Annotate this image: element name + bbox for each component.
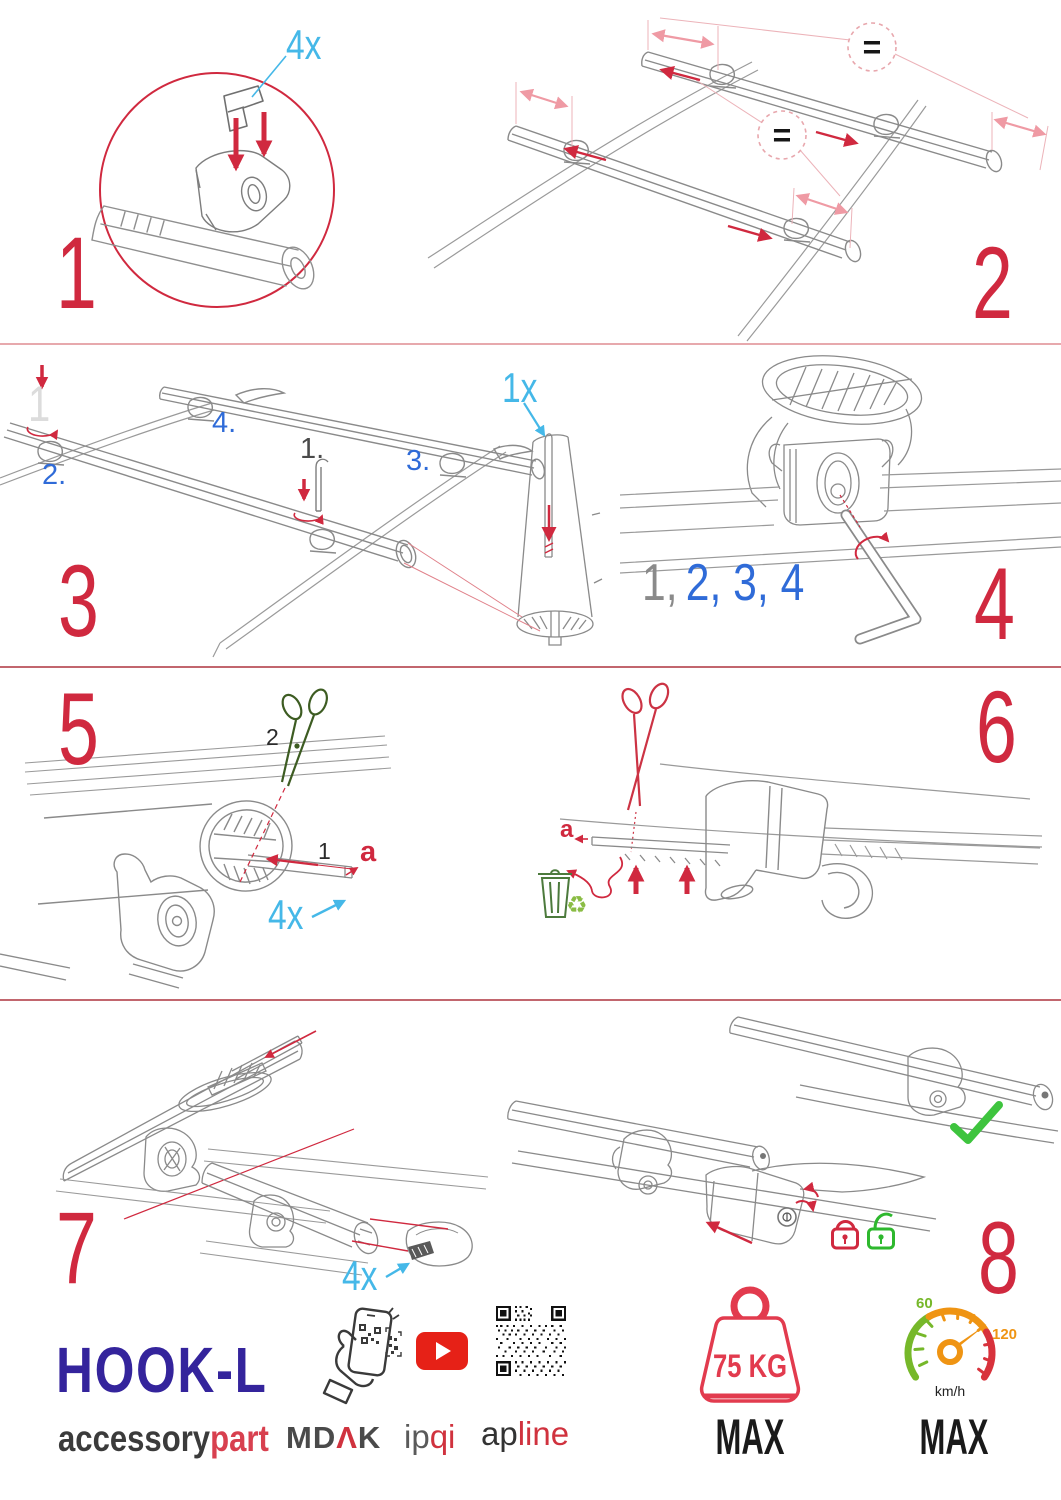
insert-arrows: [236, 112, 264, 168]
logo-apline: [481, 1417, 569, 1450]
sequence-label: [642, 554, 805, 612]
recycle-icon: ♻: [566, 892, 588, 919]
sequence-rest: 2, 3, 4: [685, 554, 805, 612]
checkmark-icon: [954, 1105, 999, 1140]
mdak-md: MD: [286, 1420, 337, 1455]
rubber-strip-drawing: [248, 855, 352, 878]
foot-top-drawing: [144, 1128, 199, 1191]
point-label-2: 2.: [42, 459, 67, 491]
step-number-5: 5: [58, 672, 99, 786]
hex-key-drawing: [846, 515, 916, 639]
point-label-4: 4.: [212, 407, 237, 439]
strip-drawing: [592, 837, 730, 866]
qty-label-4x: 4x: [286, 21, 322, 68]
sequence-first: 1,: [642, 554, 678, 612]
bar-bottom-drawing: [202, 1163, 382, 1257]
speedometer-icon: [886, 1290, 1022, 1408]
qty-leader-arrow: [386, 1264, 408, 1277]
dimension-a-label: a: [560, 816, 574, 843]
push-up-arrows: [636, 868, 687, 894]
bar-left-drawing: [508, 1101, 936, 1231]
step-number-3: 3: [58, 544, 99, 658]
ghost-step-1: 1: [28, 376, 51, 432]
open-padlock-icon: [869, 1214, 894, 1248]
bracket-part-drawing: [224, 86, 263, 131]
equal-sign-top: =: [862, 29, 882, 65]
step-2-drawing: [420, 0, 1061, 343]
product-name: HOOK-L: [56, 1334, 268, 1406]
clamp-drawing: [0, 854, 214, 988]
bar-end-section-drawing: [38, 792, 300, 904]
mdak-lambda: Λ: [336, 1420, 358, 1455]
logo-ipqi: [404, 1420, 455, 1453]
qty-leader-arrow: [312, 901, 344, 917]
step-number-6: 6: [976, 670, 1017, 784]
step-1-panel: [0, 0, 420, 343]
gauge-low-label: 60: [916, 1295, 933, 1312]
clamp-foot-drawing: [196, 151, 290, 232]
bar-top-drawing: [63, 1036, 302, 1181]
equal-sign-mid: =: [772, 117, 792, 153]
scissors-icon: [279, 687, 330, 786]
speed-max-label: MAX: [919, 1409, 989, 1465]
mini-qr-graphic: [388, 1336, 398, 1354]
phone-qr-graphic: [359, 1324, 381, 1344]
cap-leader-lines: [352, 1219, 448, 1251]
point-label-1: 1.: [300, 433, 325, 465]
step-2-panel: [420, 0, 1061, 343]
crossbars-drawing: [508, 52, 1004, 264]
qr-code-icon: [496, 1306, 566, 1376]
step-number-1: 1: [56, 216, 97, 330]
apline-red: line: [517, 1415, 570, 1452]
apline-black: ap: [481, 1415, 518, 1452]
brand-red-part: part: [210, 1418, 269, 1459]
step-3-panel: [0, 345, 620, 666]
slide-cover-arrow: [708, 1223, 752, 1243]
youtube-play-icon: [416, 1332, 468, 1370]
step-5-panel: [0, 668, 530, 999]
step-4-panel: [620, 345, 1061, 666]
step-number-4: 4: [974, 547, 1015, 661]
bar-end-tube-drawing: [517, 434, 602, 645]
phone-scan-icon: [322, 1302, 404, 1406]
clamp-bracket-drawing: [705, 781, 872, 919]
brand-logo: [58, 1420, 269, 1457]
end-cap-drawing: [406, 1222, 472, 1266]
brand-black-part: accessory: [58, 1418, 211, 1459]
gauge-high-label: 120: [992, 1326, 1018, 1343]
qty-label-4x: 4x: [268, 891, 304, 938]
discard-cut-label: [568, 839, 622, 897]
scissors-step-label: 2: [266, 724, 279, 750]
insert-direction-arrow: [266, 1031, 316, 1057]
step-number-8: 8: [978, 1201, 1019, 1315]
foot-pad-drawing: [759, 347, 926, 432]
strip-step-label: 1: [318, 838, 331, 864]
closed-padlock-icon: [833, 1222, 858, 1249]
qty-label-4x: 4x: [342, 1252, 378, 1299]
weight-value: 75 KG: [713, 1348, 787, 1384]
ipqi-red: qi: [429, 1418, 456, 1455]
weight-max-label: MAX: [715, 1409, 785, 1465]
crossbar-drawing: [92, 206, 320, 294]
lock-cover-drawing: [706, 1163, 924, 1244]
footer: [0, 1280, 1061, 1500]
dimension-a-label: a: [360, 836, 377, 868]
roof-and-bar-lines: [560, 764, 1042, 864]
step-number-2: 2: [972, 226, 1013, 340]
roof-rails-drawing: [428, 62, 926, 341]
ipqi-black: ip: [404, 1418, 430, 1455]
gauge-unit-label: km/h: [934, 1383, 966, 1399]
insert-strip-arrow: [268, 859, 357, 875]
step-7-panel: [0, 1001, 500, 1305]
mdak-k: K: [357, 1420, 382, 1455]
qty-label-1x: 1x: [502, 364, 538, 411]
logo-mdak: [286, 1422, 381, 1453]
foot-body-drawing: [747, 409, 911, 525]
zoom-circle-icon: [100, 73, 334, 307]
point-label-3: 3.: [406, 445, 431, 477]
step-8-drawing: [500, 1001, 1061, 1300]
key-storage-leader-lines: [404, 543, 540, 631]
step-number-7: 7: [56, 1191, 97, 1305]
step-6-panel: [530, 668, 1061, 999]
assembled-bar-right-drawing: [730, 1017, 1058, 1143]
